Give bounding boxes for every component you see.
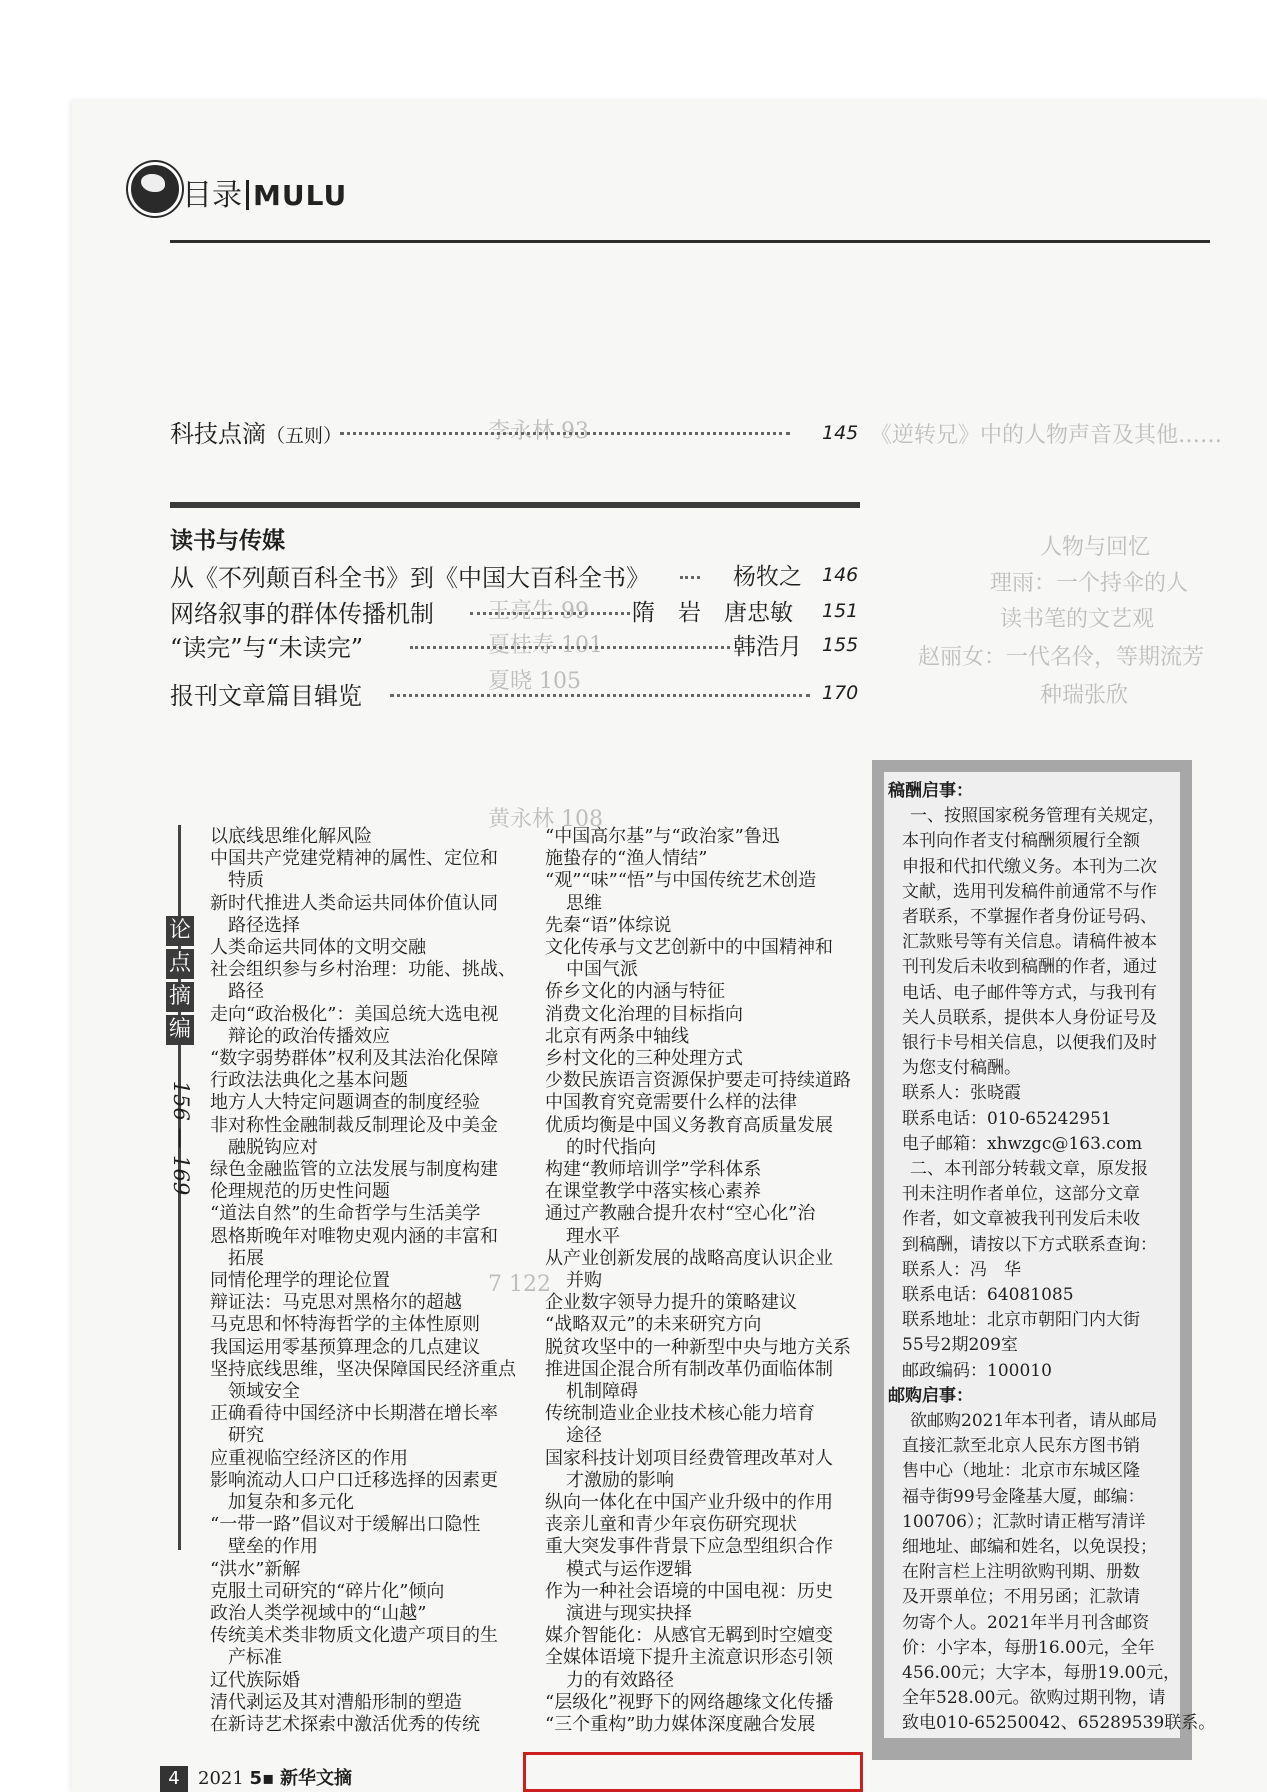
article-title-line[interactable]: 国家科技计划项目经费管理改革对人 (545, 1447, 833, 1469)
notice-line: 联系人：冯 华 (902, 1259, 1021, 1280)
highlight-box (523, 1752, 863, 1792)
ghost-text: 7 122 (488, 1272, 551, 1297)
article-title-line[interactable]: 构建“教师培训学”学科体系 (545, 1159, 762, 1180)
footer-separator: ▪ (262, 1768, 275, 1789)
notice-line: 福寺街99号金隆基大厦，邮编： (902, 1486, 1145, 1507)
footer-issue (198, 1766, 352, 1792)
notice-line: 到稿酬，请按以下方式联系查询： (902, 1234, 1157, 1255)
article-title-line[interactable]: 我国运用零基预算理念的几点建议 (210, 1336, 480, 1358)
article-title-line[interactable]: 推进国企混合所有制改革仍面临体制 (545, 1358, 833, 1380)
article-title-line[interactable]: 并购 (566, 1270, 602, 1291)
article-title-line[interactable]: 演进与现实抉择 (566, 1603, 692, 1624)
article-title-line[interactable]: 全媒体语境下提升主流意识形态引领 (545, 1647, 833, 1669)
article-title-line[interactable]: 纵向一体化在中国产业升级中的作用 (545, 1492, 833, 1513)
ghost-text: 夏桂寿 101 (488, 633, 603, 658)
toc-entry-title: 报刊文章篇目辑览 (170, 682, 362, 710)
article-title-line[interactable]: 中国气派 (566, 959, 638, 981)
article-title-line[interactable]: 非对称性金融制裁反制理论及中美金 (210, 1114, 498, 1136)
side-label-char: 摘 (166, 982, 194, 1012)
article-title-line[interactable]: 辩论的政治传播效应 (228, 1025, 390, 1047)
section-rule (170, 502, 860, 508)
side-label (166, 916, 196, 1048)
article-title-line[interactable]: 融脱钩应对 (228, 1136, 318, 1158)
leader-dots (470, 612, 630, 615)
article-title-line[interactable]: “中国高尔基”与“政治家”鲁迅 (545, 826, 780, 847)
article-title-line[interactable]: “层级化”视野下的网络趣缘文化传播 (545, 1691, 834, 1713)
footer-year: 2021 (198, 1768, 244, 1789)
notice-heading: 邮购启事： (888, 1385, 973, 1406)
article-title-line[interactable]: “数字弱势群体”权利及其法治化保障 (210, 1048, 499, 1069)
notice-line: 二、本刊部分转载文章，原发报 (910, 1159, 1148, 1179)
article-title-line[interactable]: 重大突发事件背景下应急型组织合作 (545, 1536, 833, 1558)
article-title-line[interactable]: 施蛰存的“渔人情结” (545, 848, 708, 870)
notice-line: 直接汇款至北京人民东方图书销 (902, 1436, 1140, 1457)
header-divider (246, 180, 249, 210)
notice-line: 文献，选用刊发稿件前通常不与作 (902, 881, 1157, 902)
toc-entry-page: 155 (822, 634, 859, 656)
article-title-line[interactable]: 的时代指向 (566, 1136, 656, 1158)
notice-sidebar (872, 760, 1216, 1760)
article-title-line[interactable]: “三个重构”助力媒体深度融合发展 (545, 1714, 816, 1735)
notice-line: 100706）；汇款时请正楷写清详 (902, 1511, 1146, 1532)
article-title-line[interactable]: 以底线思维化解风险 (210, 826, 372, 847)
article-title-line[interactable]: 地方人大特定问题调查的制度经验 (210, 1092, 480, 1114)
toc-entry[interactable] (170, 628, 860, 663)
leader-dots (410, 646, 730, 649)
notice-line: 银行卡号相关信息，以便我们及时 (902, 1033, 1157, 1053)
article-title-line[interactable]: 从产业创新发展的战略高度认识企业 (545, 1247, 833, 1269)
notice-line: 致电010-65250042、65289539联系。 (902, 1713, 1216, 1734)
header-rule (170, 240, 1210, 243)
toc-entry-author: 隋 岩 唐忠敏 (632, 600, 793, 626)
article-title-line[interactable]: 途径 (566, 1425, 602, 1447)
notice-line: 关人员联系，提供本人身份证号及 (902, 1007, 1157, 1028)
header-title (182, 170, 347, 214)
toc-entry-author: 韩浩月 (733, 634, 802, 660)
toc-entry-note: （五则） (266, 425, 343, 447)
toc-entry-page: 151 (822, 600, 859, 622)
ghost-text: 王亮生 99 (488, 599, 589, 624)
notice-line: 456.00元；大字本，每册19.00元， (902, 1663, 1181, 1683)
article-title-line[interactable]: 加复杂和多元化 (228, 1492, 354, 1513)
notice-line: 者联系，不掌握作者身份证号码、 (902, 907, 1157, 927)
article-title-line[interactable]: 通过产教融合提升农村“空心化”治 (545, 1203, 816, 1225)
section-heading: 读书与传媒 (170, 527, 285, 554)
article-title-line[interactable]: 媒介智能化：从感官无羁到时空嬗变 (545, 1625, 833, 1647)
ghost-text: 李永林 93 (488, 419, 589, 444)
notice-line: 为您支付稿酬。 (902, 1058, 1021, 1079)
article-title-line[interactable]: 路径选择 (228, 914, 300, 936)
article-title-line[interactable]: “战略双元”的未来研究方向 (545, 1314, 762, 1336)
article-title-line[interactable]: 伦理规范的历史性问题 (210, 1181, 390, 1203)
article-title-line[interactable]: 辽代族际婚 (210, 1669, 300, 1691)
notice-line: 联系人：张晓霞 (902, 1083, 1021, 1104)
article-title-line[interactable]: 消费文化治理的目标指向 (545, 1003, 743, 1025)
article-title-line[interactable]: 文化传承与文艺创新中的中国精神和 (545, 937, 833, 958)
article-title-line[interactable]: 优质均衡是中国义务教育高质量发展 (545, 1114, 833, 1136)
notice-line: 细地址、邮编和姓名，以免误投； (902, 1537, 1157, 1557)
article-title-line[interactable]: “一带一路”倡议对于缓解出口隐性 (210, 1514, 481, 1536)
article-title-line[interactable]: 机制障碍 (566, 1381, 638, 1402)
article-title-line[interactable]: 新时代推进人类命运共同体价值认同 (210, 892, 498, 914)
notice-heading: 稿酬启事： (888, 781, 973, 801)
notice-line: 联系电话：64081085 (902, 1285, 1074, 1305)
article-title-line[interactable]: 影响流动人口户口迁移选择的因素更 (210, 1469, 498, 1491)
notice-line: 一、按照国家税务管理有关规定， (910, 806, 1165, 827)
side-label-char: 论 (166, 916, 194, 946)
ghost-text: 赵丽女：一代名伶，等期流芳 (918, 645, 1205, 670)
footer-page-number: 4 (160, 1766, 188, 1792)
notice-line: 售中心（地址：北京市东城区隆 (902, 1461, 1140, 1482)
article-title-line[interactable]: 领域安全 (228, 1381, 300, 1402)
article-title-line[interactable]: 克服土司研究的“碎片化”倾向 (210, 1580, 445, 1602)
article-title-line[interactable]: 中国教育究竟需要什么样的法律 (545, 1092, 797, 1114)
article-title-line[interactable]: 思维 (566, 892, 602, 914)
article-title-line[interactable]: 北京有两条中轴线 (545, 1025, 689, 1047)
article-title-line[interactable]: “道法自然”的生命哲学与生活美学 (210, 1203, 481, 1225)
article-title-line[interactable]: 先秦“语”体综说 (545, 914, 672, 936)
toc-entry[interactable] (170, 676, 860, 711)
toc-entry-page: 170 (822, 682, 859, 704)
notice-line: 电子邮箱：xhwzgc@163.com (902, 1133, 1143, 1154)
article-title-line[interactable]: 研究 (228, 1425, 264, 1447)
notice-line: 联系地址：北京市朝阳门内大街 (902, 1310, 1140, 1331)
toc-entry-page: 145 (822, 422, 859, 444)
article-title-line[interactable]: 理水平 (566, 1225, 620, 1247)
article-title-line[interactable]: 产标准 (228, 1647, 282, 1669)
ghost-text: 黄永林 108 (488, 807, 603, 832)
ghost-text: 夏晓 105 (488, 669, 581, 694)
article-title-line[interactable]: 政治人类学视域中的“山越” (210, 1603, 427, 1624)
article-title-line[interactable]: 乡村文化的三种处理方式 (545, 1048, 743, 1069)
article-title-line[interactable]: 马克思和怀特海哲学的主体性原则 (210, 1314, 480, 1336)
leader-dots (390, 694, 810, 697)
page-footer (160, 1766, 410, 1792)
article-title-line[interactable]: 侨乡文化的内涵与特征 (545, 981, 725, 1003)
article-title-line[interactable]: 社会组织参与乡村治理：功能、挑战、 (210, 959, 516, 981)
article-title-line[interactable]: 同情伦理学的理论位置 (210, 1270, 390, 1291)
article-title-line[interactable]: 少数民族语言资源保护要走可持续道路 (545, 1070, 851, 1092)
article-title-line[interactable]: 中国共产党建党精神的属性、定位和 (210, 848, 498, 870)
toc-entry[interactable] (170, 558, 860, 593)
toc-entry-author: 杨牧之 (733, 564, 802, 590)
notice-line: 在附言栏上注明欲购刊期、册数 (902, 1562, 1140, 1583)
article-title-line[interactable]: 行政法法典化之基本问题 (210, 1070, 408, 1092)
side-label-range: 156 — 169 (169, 1080, 193, 1196)
article-title-line[interactable]: 清代剥运及其对漕船形制的塑造 (210, 1691, 462, 1713)
article-title-line[interactable]: 坚持底线思维，坚决保障国民经济重点 (210, 1358, 516, 1380)
ghost-text: 读书笔的文艺观 (1000, 607, 1155, 632)
notice-line: 联系电话：010-65242951 (902, 1108, 1112, 1129)
article-title-line[interactable]: 特质 (228, 870, 264, 892)
article-title-line[interactable]: 传统美术类非物质文化遗产项目的生 (210, 1625, 498, 1647)
side-label-char: 编 (166, 1015, 194, 1045)
article-title-line[interactable]: 绿色金融监管的立法发展与制度构建 (210, 1159, 498, 1180)
notice-line: 全年528.00元。欲购过期刊物，请 (902, 1688, 1166, 1709)
toc-entry-keji[interactable] (170, 414, 860, 449)
article-title-line[interactable]: 恩格斯晚年对唯物史观内涵的丰富和 (210, 1225, 498, 1247)
article-title-line[interactable]: 壁垒的作用 (228, 1536, 318, 1558)
notice-panel (884, 772, 1216, 1738)
ghost-text: 《逆转兄》中的人物声音及其他…… (870, 423, 1223, 448)
notice-line: 本刊向作者支付稿酬须履行全额 (902, 831, 1140, 852)
notice-line: 欲邮购2021年本刊者，请从邮局 (910, 1411, 1158, 1431)
ghost-text: 人物与回忆 (1040, 535, 1151, 560)
notice-line: 刊未注明作者单位，这部分文章 (902, 1184, 1140, 1205)
notice-line: 汇款账号等有关信息。请稿件被本 (902, 932, 1157, 953)
notice-line: 作者，如文章被我刊刊发后未收 (902, 1209, 1140, 1230)
toc-entry-title: “读完”与“未读完” (170, 634, 364, 662)
article-title-line[interactable]: 走向“政治极化”：美国总统大选电视 (210, 1003, 499, 1025)
header-title-en: MULU (253, 179, 348, 212)
toc-entry-title: 从《不列颠百科全书》到《中国大百科全书》 (170, 564, 650, 592)
article-title-line[interactable]: 在课堂教学中落实核心素养 (545, 1181, 761, 1203)
notice-line: 55号2期209室 (902, 1335, 1018, 1356)
article-title-line[interactable]: 丧亲儿童和青少年哀伤研究现状 (545, 1514, 797, 1536)
notice-line: 及开票单位；不用另函；汇款请 (902, 1587, 1140, 1608)
notice-line: 价：小字本，每册16.00元，全年 (902, 1637, 1155, 1658)
article-title-line[interactable]: 企业数字领导力提升的策略建议 (545, 1292, 797, 1314)
toc-entry[interactable] (170, 594, 860, 629)
notice-line: 电话、电子邮件等方式，与我刊有 (902, 982, 1157, 1003)
article-title-line[interactable]: “观”“味”“悟”与中国传统艺术创造 (545, 870, 817, 892)
side-label-char: 点 (166, 949, 194, 979)
article-title-line[interactable]: 才激励的影响 (566, 1469, 674, 1491)
toc-entry-page: 146 (822, 564, 859, 586)
article-title-line[interactable]: 在新诗艺术探索中激活优秀的传统 (210, 1714, 480, 1735)
toc-entry-title: 网络叙事的群体传播机制 (170, 600, 434, 628)
notice-line: 刊刊发后未收到稿酬的作者，通过 (902, 957, 1157, 978)
article-title-line[interactable]: 拓展 (228, 1247, 264, 1269)
article-title-line[interactable]: 脱贫攻坚中的一种新型中央与地方关系 (545, 1336, 851, 1358)
footer-issue-number: 5 (249, 1768, 263, 1789)
article-title-line[interactable]: 作为一种社会语境的中国电视：历史 (545, 1580, 833, 1602)
article-title-line[interactable]: 辩证法：马克思对黑格尔的超越 (210, 1292, 462, 1314)
article-title-line[interactable]: “洪水”新解 (210, 1558, 301, 1580)
article-title-line[interactable]: 正确看待中国经济中长期潜在增长率 (210, 1403, 498, 1425)
leader-dots (680, 576, 700, 579)
footer-magazine-name: 新华文摘 (280, 1768, 353, 1789)
notice-line: 勿寄个人。2021年半月刊含邮资 (902, 1612, 1150, 1633)
leader-dots (340, 432, 790, 435)
article-title-line[interactable]: 应重视临空经济区的作用 (210, 1447, 408, 1469)
article-title-line[interactable]: 模式与运作逻辑 (566, 1558, 692, 1580)
article-title-line[interactable]: 传统制造业企业技术核心能力培育 (545, 1403, 815, 1425)
article-title-line[interactable]: 力的有效路径 (566, 1669, 674, 1691)
notice-line: 申报和代扣代缴义务。本刊为二次 (902, 856, 1157, 877)
toc-entry-title: 科技点滴 (170, 420, 266, 448)
ghost-text: 种瑞张欣 (1040, 683, 1129, 708)
globe-icon (128, 162, 182, 216)
notice-line: 邮政编码：100010 (902, 1360, 1052, 1381)
header-title-cn: 目录 (182, 178, 242, 213)
article-title-line[interactable]: 人类命运共同体的文明交融 (210, 937, 426, 958)
ghost-text: 理雨：一个持伞的人 (990, 571, 1189, 596)
article-title-line[interactable]: 路径 (228, 981, 264, 1003)
